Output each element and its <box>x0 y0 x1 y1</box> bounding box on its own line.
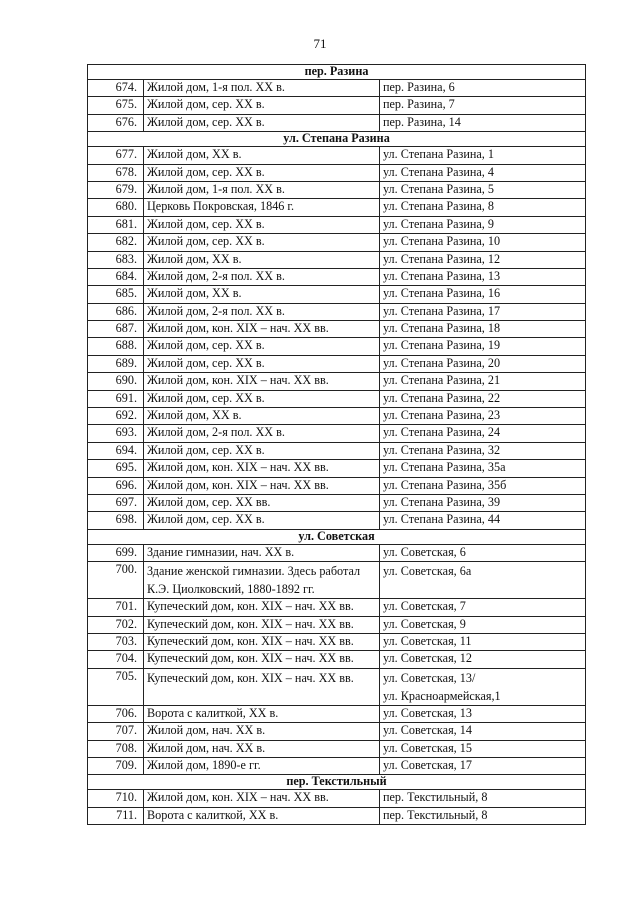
table-row <box>88 460 586 477</box>
object-address: ул. Степана Разина, 35б <box>383 477 507 492</box>
table-row <box>88 512 586 529</box>
table-row <box>88 164 586 181</box>
table-row <box>88 599 586 616</box>
object-name: Жилой дом, кон. XIX – нач. XX вв. <box>147 373 329 388</box>
object-address: ул. Степана Разина, 8 <box>383 199 494 214</box>
row-number: 683. <box>88 251 144 268</box>
object-name: Жилой дом, нач. XX в. <box>147 723 266 738</box>
address-cell <box>380 97 586 114</box>
address-cell <box>380 757 586 774</box>
object-name-cell <box>144 268 380 285</box>
address-cell <box>380 512 586 529</box>
object-address: ул. Советская, 17 <box>383 757 472 772</box>
object-name-cell <box>144 807 380 824</box>
row-number: 707. <box>88 723 144 740</box>
address-cell <box>380 80 586 97</box>
table-row <box>88 251 586 268</box>
object-name: Купеческий дом, кон. XIX – нач. XX вв. <box>147 633 354 648</box>
object-name-cell <box>144 494 380 511</box>
object-name: Жилой дом, XX в. <box>147 147 242 162</box>
row-number: 684. <box>88 268 144 285</box>
object-address: пер. Разина, 6 <box>383 80 455 94</box>
object-name-cell <box>144 599 380 616</box>
row-number: 696. <box>88 477 144 494</box>
row-number: 701. <box>88 599 144 616</box>
row-number: 687. <box>88 321 144 338</box>
object-address: ул. Степана Разина, 24 <box>383 425 501 440</box>
row-number: 694. <box>88 442 144 459</box>
row-number: 697. <box>88 494 144 511</box>
object-name-cell <box>144 442 380 459</box>
object-address: пер. Текстильный, 8 <box>383 790 488 805</box>
address-cell <box>380 234 586 251</box>
row-number: 690. <box>88 373 144 390</box>
object-address: ул. Советская, 13 <box>383 705 472 720</box>
address-cell <box>380 562 586 599</box>
object-name: Жилой дом, сер. XX в. <box>147 164 265 179</box>
row-number: 703. <box>88 633 144 650</box>
object-name-cell <box>144 286 380 303</box>
object-name: Жилой дом, XX в. <box>147 286 242 301</box>
table-row <box>88 705 586 722</box>
object-name: Жилой дом, сер. XX в. <box>147 338 265 353</box>
table-row <box>88 199 586 216</box>
row-number: 708. <box>88 740 144 757</box>
table-row <box>88 651 586 668</box>
address-cell <box>380 408 586 425</box>
object-address: ул. Степана Разина, 12 <box>383 251 501 266</box>
row-number: 698. <box>88 512 144 529</box>
object-address: ул. Степана Разина, 21 <box>383 373 501 388</box>
object-name-cell <box>144 723 380 740</box>
table-row <box>88 147 586 164</box>
address-cell <box>380 807 586 824</box>
object-address: ул. Степана Разина, 18 <box>383 321 501 336</box>
address-cell <box>380 373 586 390</box>
object-name: Жилой дом, XX в. <box>147 251 242 266</box>
address-cell <box>380 723 586 740</box>
object-address: ул. Степана Разина, 10 <box>383 234 501 249</box>
row-number: 680. <box>88 199 144 216</box>
table-row <box>88 757 586 774</box>
object-address: ул. Степана Разина, 13 <box>383 268 501 283</box>
section-header-row <box>88 775 586 790</box>
object-name-cell <box>144 460 380 477</box>
object-name-cell <box>144 651 380 668</box>
object-address: ул. Степана Разина, 1 <box>383 147 494 162</box>
object-address: ул. Степана Разина, 4 <box>383 164 494 179</box>
object-name-cell <box>144 355 380 372</box>
object-name: Жилой дом, сер. XX в. <box>147 234 265 249</box>
address-cell <box>380 321 586 338</box>
address-cell <box>380 114 586 131</box>
table-row <box>88 390 586 407</box>
object-name-cell <box>144 303 380 320</box>
object-name-cell <box>144 757 380 774</box>
row-number: 676. <box>88 114 144 131</box>
object-name: Жилой дом, 2-я пол. XX в. <box>147 303 285 318</box>
table-row <box>88 234 586 251</box>
address-cell <box>380 705 586 722</box>
section-title: пер. Разина <box>88 65 586 80</box>
object-address: ул. Советская, 15 <box>383 740 472 755</box>
row-number: 678. <box>88 164 144 181</box>
object-name-cell <box>144 181 380 198</box>
section-header-row <box>88 132 586 147</box>
object-address: ул. Степана Разина, 9 <box>383 216 494 231</box>
object-address: ул. Степана Разина, 17 <box>383 303 501 318</box>
row-number: 692. <box>88 408 144 425</box>
object-name-cell <box>144 321 380 338</box>
row-number: 675. <box>88 97 144 114</box>
object-name: Жилой дом, 1890-е гг. <box>147 757 261 772</box>
section-header-row <box>88 65 586 80</box>
object-name: Купеческий дом, кон. XIX – нач. XX вв. <box>147 616 354 631</box>
object-address: ул. Советская, 9 <box>383 616 466 631</box>
table-row <box>88 668 586 705</box>
object-address: ул. Степана Разина, 35а <box>383 460 506 475</box>
row-number: 706. <box>88 705 144 722</box>
table-row <box>88 321 586 338</box>
row-number: 689. <box>88 355 144 372</box>
object-name-cell <box>144 97 380 114</box>
table-row <box>88 477 586 494</box>
table-row <box>88 790 586 807</box>
object-name: Купеческий дом, кон. XIX – нач. XX вв. <box>147 599 354 614</box>
object-name: Жилой дом, 2-я пол. XX в. <box>147 268 285 283</box>
address-cell <box>380 303 586 320</box>
object-name: Жилой дом, сер. XX в. <box>147 390 265 405</box>
object-address: ул. Степана Разина, 19 <box>383 338 501 353</box>
object-name-cell <box>144 390 380 407</box>
table-row <box>88 807 586 824</box>
row-number: 677. <box>88 147 144 164</box>
page-number: 71 <box>313 36 327 51</box>
object-address: ул. Степана Разина, 22 <box>383 390 501 405</box>
table-row <box>88 303 586 320</box>
object-name-cell <box>144 633 380 650</box>
table-row <box>88 216 586 233</box>
object-name-cell <box>144 477 380 494</box>
address-cell <box>380 425 586 442</box>
object-name: Купеческий дом, кон. XIX – нач. XX вв. <box>147 651 354 666</box>
object-name-cell <box>144 114 380 131</box>
row-number: 702. <box>88 616 144 633</box>
object-name-cell <box>144 147 380 164</box>
object-name-cell <box>144 234 380 251</box>
address-cell <box>380 599 586 616</box>
object-name: Ворота с калиткой, XX в. <box>147 807 279 822</box>
address-cell <box>380 668 586 705</box>
object-name: Жилой дом, кон. XIX – нач. XX вв. <box>147 460 329 475</box>
object-name: Жилой дом, 2-я пол. XX в. <box>147 425 285 440</box>
address-cell <box>380 651 586 668</box>
address-cell <box>380 616 586 633</box>
object-name-cell <box>144 544 380 561</box>
object-name: Жилой дом, сер. XX в. <box>147 442 265 457</box>
address-cell <box>380 251 586 268</box>
object-name-cell <box>144 562 380 599</box>
object-address: ул. Советская, 12 <box>383 651 472 666</box>
table-row <box>88 494 586 511</box>
table-row <box>88 544 586 561</box>
address-cell <box>380 355 586 372</box>
object-name: Жилой дом, нач. XX в. <box>147 740 266 755</box>
address-cell <box>380 147 586 164</box>
object-name-cell <box>144 616 380 633</box>
object-name: К.Э. Циолковский, 1880-1892 гг. <box>147 582 315 597</box>
table-row <box>88 286 586 303</box>
object-name-cell <box>144 425 380 442</box>
table-row <box>88 181 586 198</box>
object-address: ул. Степана Разина, 44 <box>383 512 501 527</box>
table-row <box>88 80 586 97</box>
row-number: 711. <box>88 807 144 824</box>
object-name-cell <box>144 740 380 757</box>
object-name: Жилой дом, сер. XX в. <box>147 97 265 112</box>
address-cell <box>380 268 586 285</box>
section-title: пер. Текстильный <box>88 775 586 790</box>
address-cell <box>380 216 586 233</box>
address-cell <box>380 338 586 355</box>
object-address: пер. Текстильный, 8 <box>383 807 488 822</box>
address-cell <box>380 494 586 511</box>
object-name: Жилой дом, кон. XIX – нач. XX вв. <box>147 477 329 492</box>
object-name: Жилой дом, сер. XX в. <box>147 355 265 370</box>
object-name: Купеческий дом, кон. XIX – нач. XX вв. <box>147 670 354 685</box>
table-row <box>88 723 586 740</box>
object-name: Церковь Покровская, 1846 г. <box>147 199 295 214</box>
address-cell <box>380 199 586 216</box>
table-row <box>88 373 586 390</box>
row-number: 679. <box>88 181 144 198</box>
row-number: 710. <box>88 790 144 807</box>
table-row <box>88 425 586 442</box>
object-address: ул. Степана Разина, 20 <box>383 355 501 370</box>
address-cell <box>380 164 586 181</box>
table-row <box>88 355 586 372</box>
address-cell <box>380 460 586 477</box>
object-name: Жилой дом, 1-я пол. XX в. <box>147 181 285 196</box>
table-row <box>88 268 586 285</box>
object-name: Жилой дом, сер. XX вв. <box>147 494 271 509</box>
address-cell <box>380 633 586 650</box>
object-name-cell <box>144 216 380 233</box>
object-name: Жилой дом, сер. XX в. <box>147 216 265 231</box>
table-row <box>88 442 586 459</box>
object-name: Здание женской гимназии. Здесь работал <box>147 564 361 579</box>
object-address: ул. Степана Разина, 32 <box>383 442 501 457</box>
object-name-cell <box>144 668 380 705</box>
row-number: 693. <box>88 425 144 442</box>
object-address: ул. Советская, 14 <box>383 723 472 738</box>
object-name: Ворота с калиткой, XX в. <box>147 705 279 720</box>
object-name: Жилой дом, кон. XIX – нач. XX вв. <box>147 321 329 336</box>
row-number: 709. <box>88 757 144 774</box>
row-number: 704. <box>88 651 144 668</box>
object-name-cell <box>144 251 380 268</box>
object-address: ул. Советская, 6а <box>383 564 472 579</box>
object-name-cell <box>144 408 380 425</box>
section-header-row <box>88 529 586 544</box>
address-cell <box>380 181 586 198</box>
section-title: ул. Советская <box>88 529 586 544</box>
address-cell <box>380 544 586 561</box>
row-number: 686. <box>88 303 144 320</box>
table-row <box>88 616 586 633</box>
object-address: ул. Советская, 7 <box>383 599 466 614</box>
table-row <box>88 114 586 131</box>
row-number: 691. <box>88 390 144 407</box>
object-name-cell <box>144 373 380 390</box>
object-name-cell <box>144 705 380 722</box>
object-address: ул. Советская, 11 <box>383 633 472 648</box>
object-name-cell <box>144 512 380 529</box>
table-row <box>88 338 586 355</box>
row-number: 682. <box>88 234 144 251</box>
address-cell <box>380 790 586 807</box>
object-name-cell <box>144 338 380 355</box>
object-address: пер. Разина, 7 <box>383 97 455 112</box>
row-number: 699. <box>88 544 144 561</box>
row-number: 705. <box>88 668 144 705</box>
address-cell <box>380 390 586 407</box>
object-name-cell <box>144 164 380 181</box>
object-name: Здание гимназии, нач. XX в. <box>147 544 295 559</box>
object-address: ул. Степана Разина, 5 <box>383 181 494 196</box>
table-row <box>88 97 586 114</box>
row-number: 695. <box>88 460 144 477</box>
address-cell <box>380 477 586 494</box>
object-address: ул. Советская, 6 <box>383 544 466 559</box>
row-number: 688. <box>88 338 144 355</box>
object-name-cell <box>144 80 380 97</box>
table-row <box>88 740 586 757</box>
object-address: ул. Степана Разина, 39 <box>383 494 501 509</box>
address-cell <box>380 740 586 757</box>
object-name: Жилой дом, сер. XX в. <box>147 512 265 527</box>
object-name: Жилой дом, XX в. <box>147 408 242 423</box>
row-number: 681. <box>88 216 144 233</box>
section-title: ул. Степана Разина <box>88 132 586 147</box>
table-row <box>88 562 586 599</box>
object-address: ул. Степана Разина, 16 <box>383 286 501 301</box>
object-address: ул. Красноармейская,1 <box>383 688 501 703</box>
row-number: 685. <box>88 286 144 303</box>
table-row <box>88 408 586 425</box>
row-number: 674. <box>88 80 144 97</box>
object-address: ул. Советская, 13/ <box>383 670 476 685</box>
object-name-cell <box>144 199 380 216</box>
object-name-cell <box>144 790 380 807</box>
object-name: Жилой дом, сер. XX в. <box>147 114 265 129</box>
object-address: ул. Степана Разина, 23 <box>383 408 501 423</box>
address-cell <box>380 442 586 459</box>
object-name: Жилой дом, 1-я пол. XX в. <box>147 80 285 94</box>
monuments-table <box>87 64 586 825</box>
table-row <box>88 633 586 650</box>
object-address: пер. Разина, 14 <box>383 114 461 129</box>
row-number: 700. <box>88 562 144 599</box>
object-name: Жилой дом, кон. XIX – нач. XX вв. <box>147 790 329 805</box>
address-cell <box>380 286 586 303</box>
